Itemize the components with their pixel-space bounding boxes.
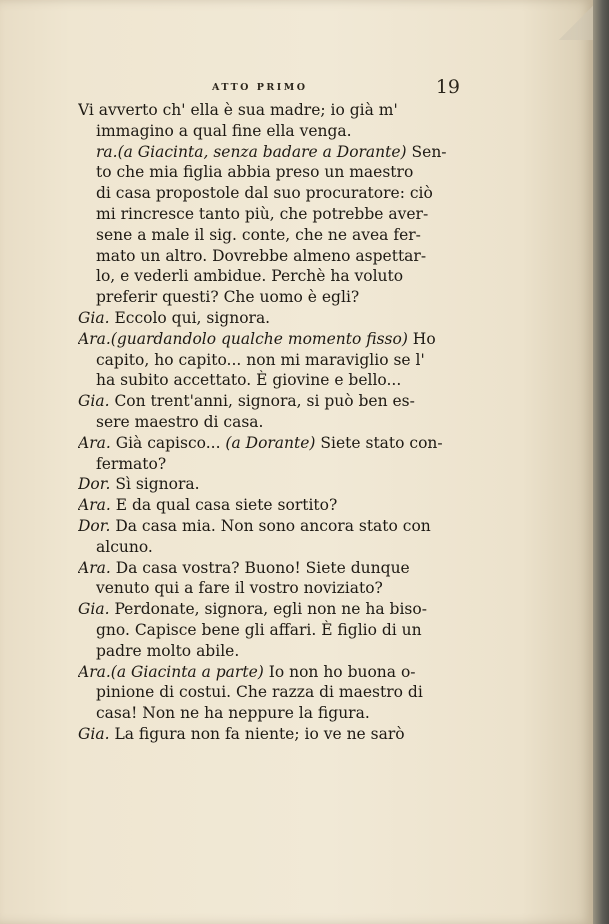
text-line bbox=[78, 329, 470, 350]
text-line bbox=[78, 142, 470, 163]
line-text: preferir questi? Che uomo è egli? bbox=[96, 288, 360, 307]
line-text: ha subito accettato. È giovine e bello... bbox=[96, 371, 402, 390]
page-edge bbox=[593, 0, 609, 924]
speaker: Gia. bbox=[78, 724, 110, 743]
line-text: sene a male il sig. conte, che ne avea fer- bbox=[96, 225, 421, 244]
line-text: di casa propostole dal suo procuratore: ciò bbox=[96, 184, 433, 203]
text-line bbox=[78, 433, 470, 454]
line-text: mato un altro. Dovrebbe almeno aspettar- bbox=[96, 246, 427, 265]
speaker: ra. bbox=[96, 142, 118, 161]
speaker: Ara. bbox=[78, 662, 111, 681]
text-line bbox=[78, 558, 470, 579]
text-line bbox=[78, 703, 470, 724]
text-line bbox=[78, 412, 470, 433]
line-text: fermato? bbox=[96, 454, 167, 473]
line-text: gno. Capisce bene gli affari. È figlio di un bbox=[96, 620, 422, 639]
line-text: Da casa mia. Non sono ancora stato con bbox=[110, 516, 431, 535]
speaker: Dor. bbox=[78, 516, 111, 535]
text-line bbox=[78, 204, 470, 225]
text-line bbox=[78, 599, 470, 620]
text-line bbox=[78, 246, 470, 267]
line-text: Perdonate, signora, egli non ne ha biso- bbox=[109, 600, 427, 619]
speaker: Gia. bbox=[78, 392, 110, 411]
line-text: Già capisco... bbox=[110, 433, 226, 452]
line-text: Io non ho buona o- bbox=[263, 662, 416, 681]
speaker: Gia. bbox=[78, 600, 110, 619]
stage-direction: (guardandolo qualche momento fisso) bbox=[110, 329, 408, 348]
stage-direction: (a Giacinta, senza badare a Dorante) bbox=[117, 142, 407, 161]
text-line bbox=[78, 162, 470, 183]
text-line bbox=[78, 183, 470, 204]
speaker: Ara. bbox=[78, 329, 111, 348]
line-text: Siete stato con- bbox=[315, 433, 443, 452]
line-text: Vi avverto ch' ella è sua madre; io già m' bbox=[78, 101, 398, 119]
line-text: Da casa vostra? Buono! Siete dunque bbox=[110, 558, 410, 577]
line-text: La figura non fa niente; io ve ne sarò bbox=[109, 724, 405, 743]
text-line bbox=[78, 391, 470, 412]
line-text: capito, ho capito... non mi maraviglio se l' bbox=[96, 350, 425, 369]
page-number: 19 bbox=[435, 76, 460, 98]
text-line bbox=[78, 516, 470, 537]
text-line bbox=[78, 308, 470, 329]
text-line bbox=[78, 225, 470, 246]
line-text: pinione di costui. Che razza di maestro di bbox=[96, 683, 423, 702]
speaker: Ara. bbox=[78, 558, 111, 577]
line-text: mi rincresce tanto più, che potrebbe aver- bbox=[96, 204, 429, 223]
text-line bbox=[78, 474, 470, 495]
speaker: Ara. bbox=[78, 496, 111, 515]
text-line bbox=[78, 682, 470, 703]
text-line bbox=[78, 350, 470, 371]
line-text: padre molto abile. bbox=[96, 641, 240, 660]
speaker: Ara. bbox=[78, 433, 111, 452]
line-text: Sì signora. bbox=[110, 475, 200, 494]
stage-direction: (a Giacinta a parte) bbox=[110, 662, 264, 681]
text-line bbox=[78, 454, 470, 475]
text-line bbox=[78, 100, 470, 121]
text-line bbox=[78, 370, 470, 391]
text-line bbox=[78, 724, 470, 745]
line-text: E da qual casa siete sortito? bbox=[110, 496, 338, 515]
text-line bbox=[78, 537, 470, 558]
text-line bbox=[78, 266, 470, 287]
text-line bbox=[78, 641, 470, 662]
line-text: lo, e vederli ambidue. Perchè ha voluto bbox=[96, 267, 404, 286]
play-text bbox=[78, 100, 470, 745]
line-text: to che mia figlia abbia preso un maestro bbox=[96, 163, 414, 182]
text-line bbox=[78, 121, 470, 142]
speaker: Gia. bbox=[78, 308, 110, 327]
text-line bbox=[78, 578, 470, 599]
line-text: Con trent'anni, signora, si può ben es- bbox=[109, 392, 415, 411]
line-text: Eccolo qui, signora. bbox=[109, 308, 271, 327]
speaker: Dor. bbox=[78, 475, 111, 494]
line-text: sere maestro di casa. bbox=[96, 412, 264, 431]
line-text: Ho bbox=[407, 329, 436, 348]
line-text: alcuno. bbox=[96, 537, 153, 556]
text-line bbox=[78, 662, 470, 683]
page-header bbox=[84, 76, 464, 102]
line-text: venuto qui a fare il vostro noviziato? bbox=[96, 579, 383, 598]
text-line bbox=[78, 620, 470, 641]
line-text: immagino a qual fine ella venga. bbox=[96, 121, 352, 140]
text-line bbox=[78, 287, 470, 308]
text-line bbox=[78, 495, 470, 516]
stage-direction: (a Dorante) bbox=[225, 433, 316, 452]
line-text: Sen- bbox=[406, 142, 447, 161]
line-text: casa! Non ne ha neppure la figura. bbox=[96, 704, 370, 723]
running-head: ATTO PRIMO bbox=[212, 82, 308, 93]
